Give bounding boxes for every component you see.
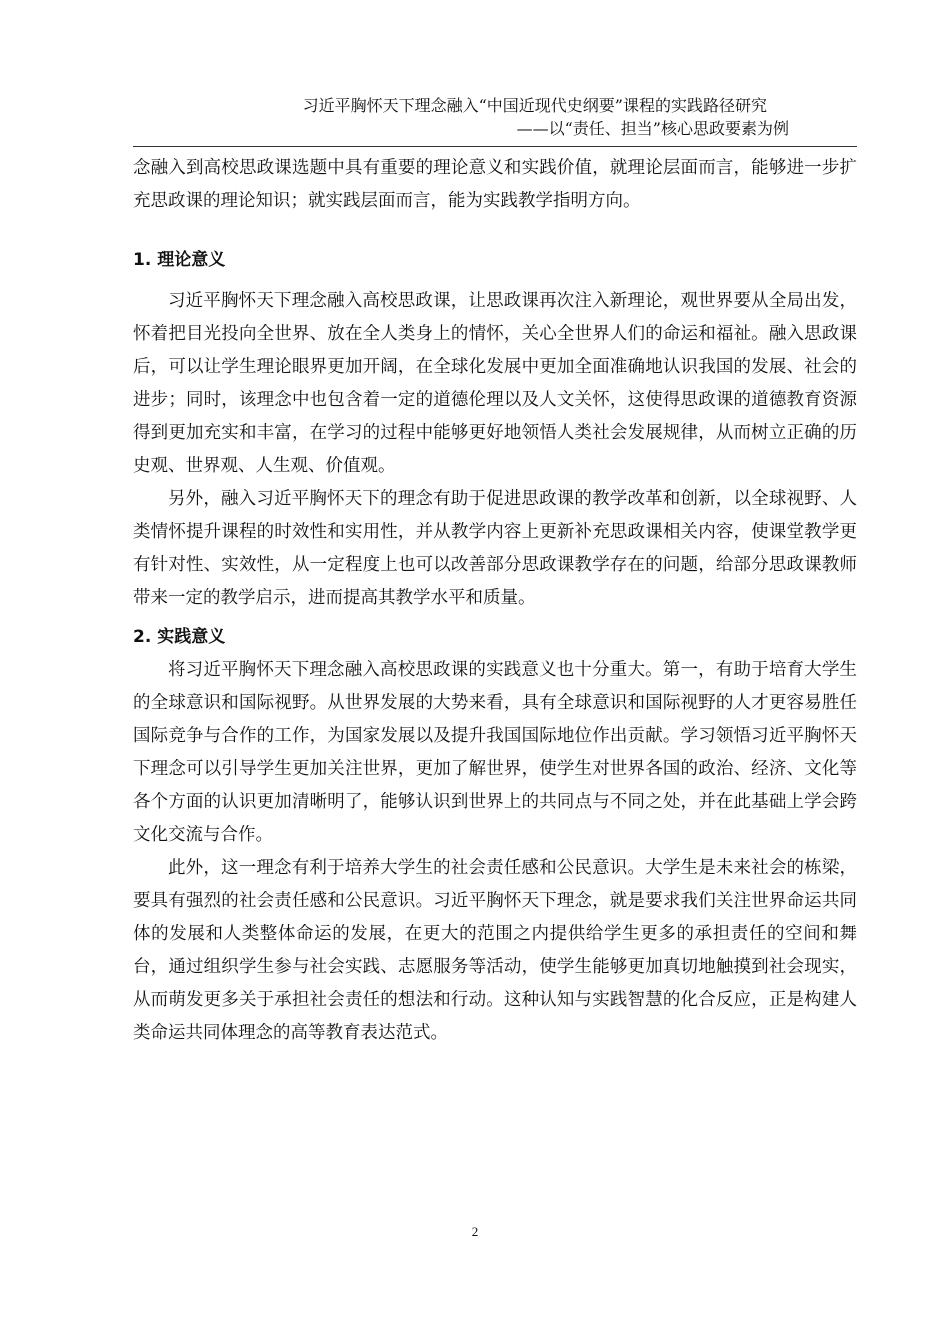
header-title-line1: 习近平胸怀天下理念融入“中国近现代史纲要”课程的实践路径研究 — [302, 96, 767, 115]
section-heading-practical: 2. 实践意义 — [133, 627, 226, 647]
page-body — [133, 152, 857, 1050]
header-divider — [133, 146, 857, 147]
page-number: 2 — [471, 1224, 479, 1239]
section-heading-theoretical: 1. 理论意义 — [133, 250, 226, 270]
section1-paragraph-2: 另外，融入习近平胸怀天下的理念有助于促进思政课的教学改革和创新，以全球视野、人类情怀提升课程的时效性和实用性，并从教学内容上更新补充思政课相关内容，使课堂教学更有针对性、实效性，从一定程度上也可以改善部分思政课教学存在的问题，给部分思政课教师带来一定的教学启示，进而提高其教学水平和质量。 — [133, 489, 857, 608]
section1-paragraph-1: 习近平胸怀天下理念融入高校思政课，让思政课再次注入新理论，观世界要从全局出发，怀着把目光投向全世界、放在全人类身上的情怀，关心全世界人们的命运和福祉。融入思政课后，可以让学生理论眼界更加开阔，在全球化发展中更加全面准确地认识我国的发展、社会的进步；同时，该理念中也包含着一定的道德伦理以及人文关怀，这使得思政课的道德教育资源得到更加充实和丰富，在学习的过程中能够更好地领悟人类社会发展规律，从而树立正确的历史观、世界观、人生观、价值观。 — [133, 291, 857, 476]
section2-paragraph-1: 将习近平胸怀天下理念融入高校思政课的实践意义也十分重大。第一，有助于培育大学生的全球意识和国际视野。从世界发展的大势来看，具有全球意识和国际视野的人才更容易胜任国际竞争与合作的工作，为国家发展以及提升我国国际地位作出贡献。学习领悟习近平胸怀天下理念可以引导学生更加关注世界，更加了解世界，使学生对世界各国的政治、经济、文化等各个方面的认识更加清晰明了，能够认识到世界上的共同点与不同之处，并在此基础上学会跨文化交流与合作。 — [133, 660, 857, 845]
header-title-line2: ——以“责任、担当”核心思政要素为例 — [516, 119, 789, 138]
running-header — [133, 94, 857, 140]
section2-paragraph-2: 此外，这一理念有利于培养大学生的社会责任感和公民意识。大学生是未来社会的栋梁，要具有强烈的社会责任感和公民意识。习近平胸怀天下理念，就是要求我们关注世界命运共同体的发展和人类整体命运的发展，在更大的范围之内提供给学生更多的承担责任的空间和舞台，通过组织学生参与社会实践、志愿服务等活动，使学生能够更加真切地触摸到社会现实，从而萌发更多关于承担社会责任的想法和行动。这种认知与实践智慧的化合反应，正是构建人类命运共同体理念的高等教育表达范式。 — [133, 858, 857, 1043]
intro-paragraph: 念融入到高校思政课选题中具有重要的理论意义和实践价值，就理论层面而言，能够进一步扩充思政课的理论知识；就实践层面而言，能为实践教学指明方向。 — [133, 158, 857, 211]
